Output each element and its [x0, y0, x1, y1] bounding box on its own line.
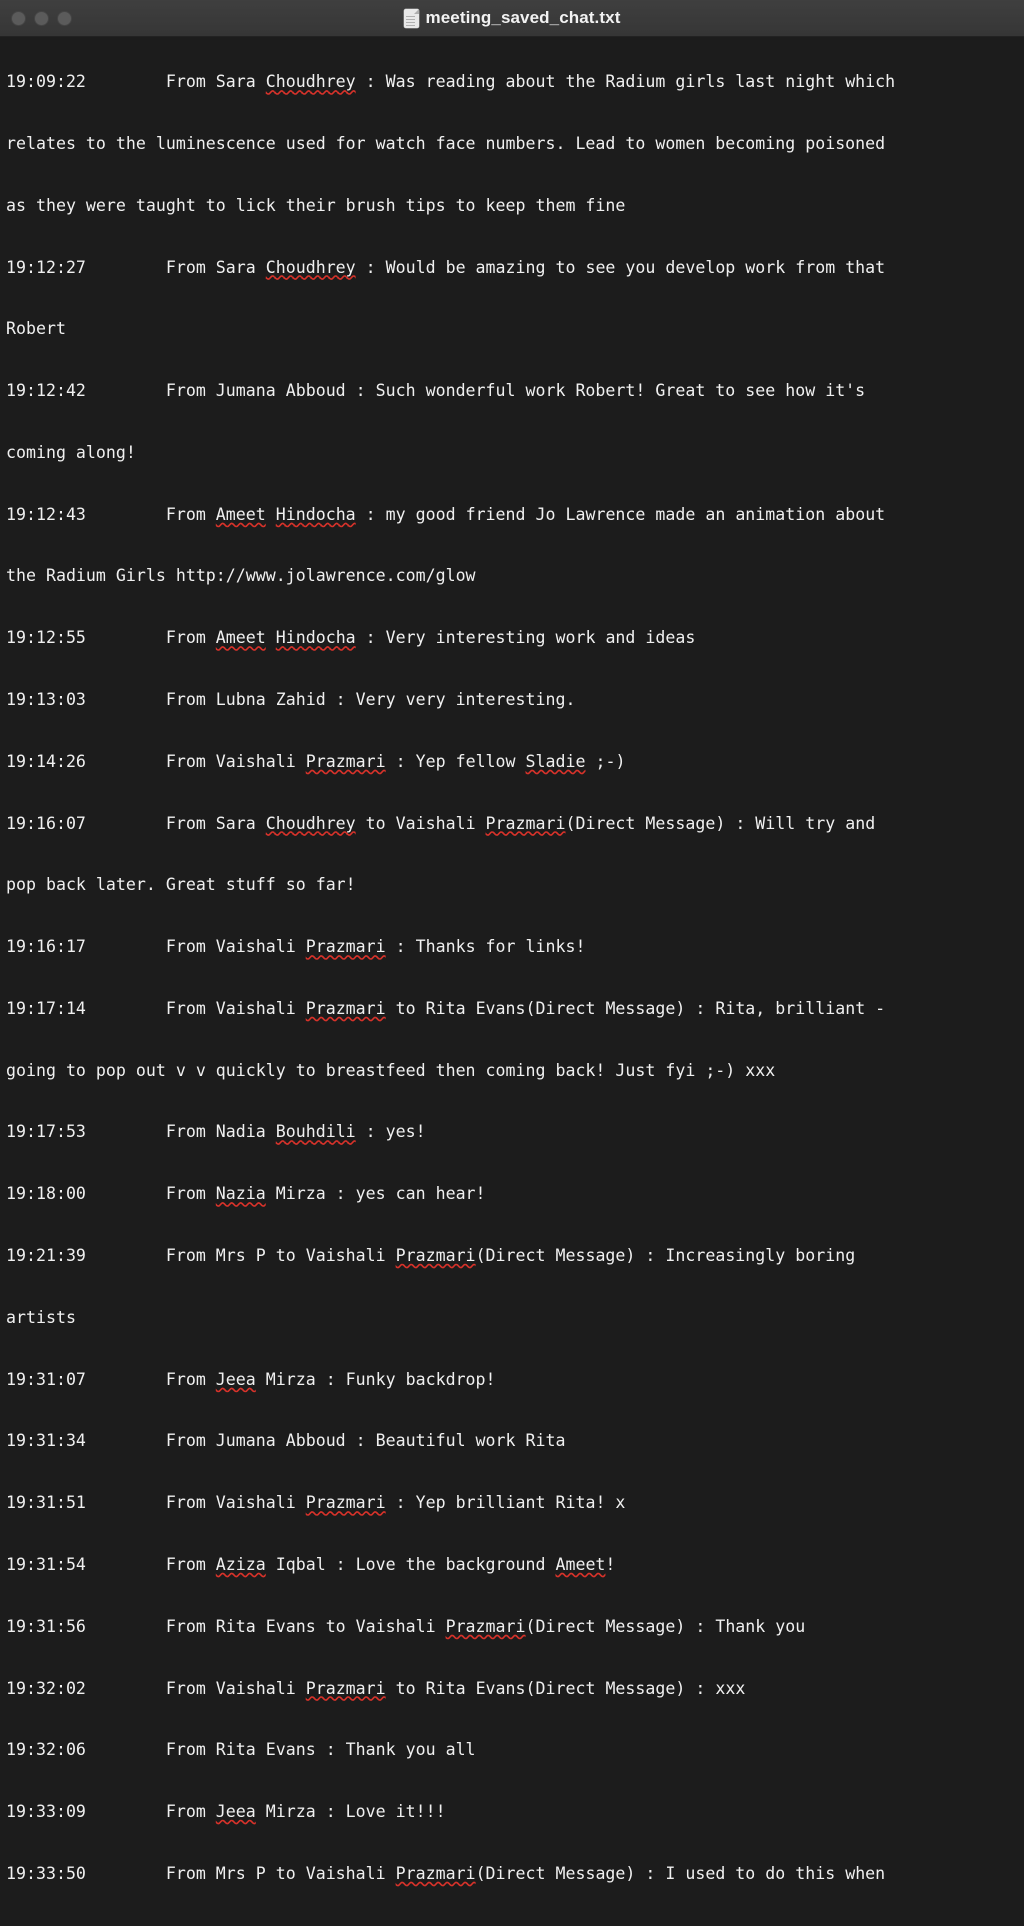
text-line: 19:31:51 From Vaishali Prazmari : Yep brilliant Rita! x	[6, 1493, 626, 1513]
text-line: 19:32:02 From Vaishali Prazmari to Rita Evans(Direct Message) : xxx	[6, 1678, 746, 1698]
close-button[interactable]	[11, 11, 26, 26]
zoom-button[interactable]	[57, 11, 72, 26]
text-line: the Radium Girls http://www.jolawrence.com/glow	[6, 566, 476, 586]
text-line: 19:31:54 From Aziza Iqbal : Love the background Ameet!	[6, 1554, 616, 1574]
window-title: meeting_saved_chat.txt	[425, 8, 621, 27]
text-line: 19:31:07 From Jeea Mirza : Funky backdrop!	[6, 1369, 496, 1389]
window-title-group	[0, 0, 1024, 36]
text-line: 19:31:56 From Rita Evans to Vaishali Prazmari(Direct Message) : Thank you	[6, 1616, 806, 1636]
text-line: 19:17:53 From Nadia Bouhdili : yes!	[6, 1122, 426, 1142]
text-line: 19:12:27 From Sara Choudhrey : Would be amazing to see you develop work from that	[6, 257, 886, 277]
text-line: going to pop out v v quickly to breastfeed then coming back! Just fyi ;-) xxx	[6, 1060, 776, 1080]
text-line: 19:12:55 From Ameet Hindocha : Very interesting work and ideas	[6, 628, 696, 648]
text-line: 19:33:50 From Mrs P to Vaishali Prazmari(Direct Message) : I used to do this when	[6, 1863, 886, 1883]
text-line: 19:12:43 From Ameet Hindocha : my good friend Jo Lawrence made an animation about	[6, 504, 886, 524]
text-line: artists	[6, 1307, 76, 1327]
text-line: 19:21:39 From Mrs P to Vaishali Prazmari(Direct Message) : Increasingly boring	[6, 1246, 856, 1266]
text-line: 19:13:03 From Lubna Zahid : Very very interesting.	[6, 690, 576, 709]
window-controls[interactable]	[0, 11, 72, 26]
text-document-icon	[404, 9, 419, 28]
text-line: 19:12:42 From Jumana Abboud : Such wonderful work Robert! Great to see how it's	[6, 381, 866, 401]
text-line: 19:18:00 From Nazia Mirza : yes can hear!	[6, 1184, 486, 1204]
document-text-area[interactable]	[0, 37, 1024, 1926]
text-line: 19:31:34 From Jumana Abboud : Beautiful work Rita	[6, 1431, 566, 1451]
text-line: 19:17:14 From Vaishali Prazmari to Rita Evans(Direct Message) : Rita, brilliant -	[6, 998, 886, 1018]
text-line: as they were taught to lick their brush tips to keep them fine	[6, 195, 626, 215]
text-line: 19:09:22 From Sara Choudhrey : Was reading about the Radium girls last night which	[6, 72, 896, 92]
text-line: 19:32:06 From Rita Evans : Thank you all	[6, 1740, 476, 1760]
minimize-button[interactable]	[34, 11, 49, 26]
text-line: 19:16:17 From Vaishali Prazmari : Thanks for links!	[6, 937, 586, 957]
text-line: relates to the luminescence used for watch face numbers. Lead to women becoming poisoned	[6, 133, 886, 153]
text-line: 19:16:07 From Sara Choudhrey to Vaishali Prazmari(Direct Message) : Will try and	[6, 813, 876, 833]
window-titlebar[interactable]	[0, 0, 1024, 37]
text-line: pop back later. Great stuff so far!	[6, 875, 356, 895]
text-line: 19:33:09 From Jeea Mirza : Love it!!!	[6, 1802, 446, 1822]
text-line: 19:14:26 From Vaishali Prazmari : Yep fellow Sladie ;-)	[6, 751, 626, 771]
text-line: Robert	[6, 319, 66, 339]
text-line: coming along!	[6, 442, 136, 462]
